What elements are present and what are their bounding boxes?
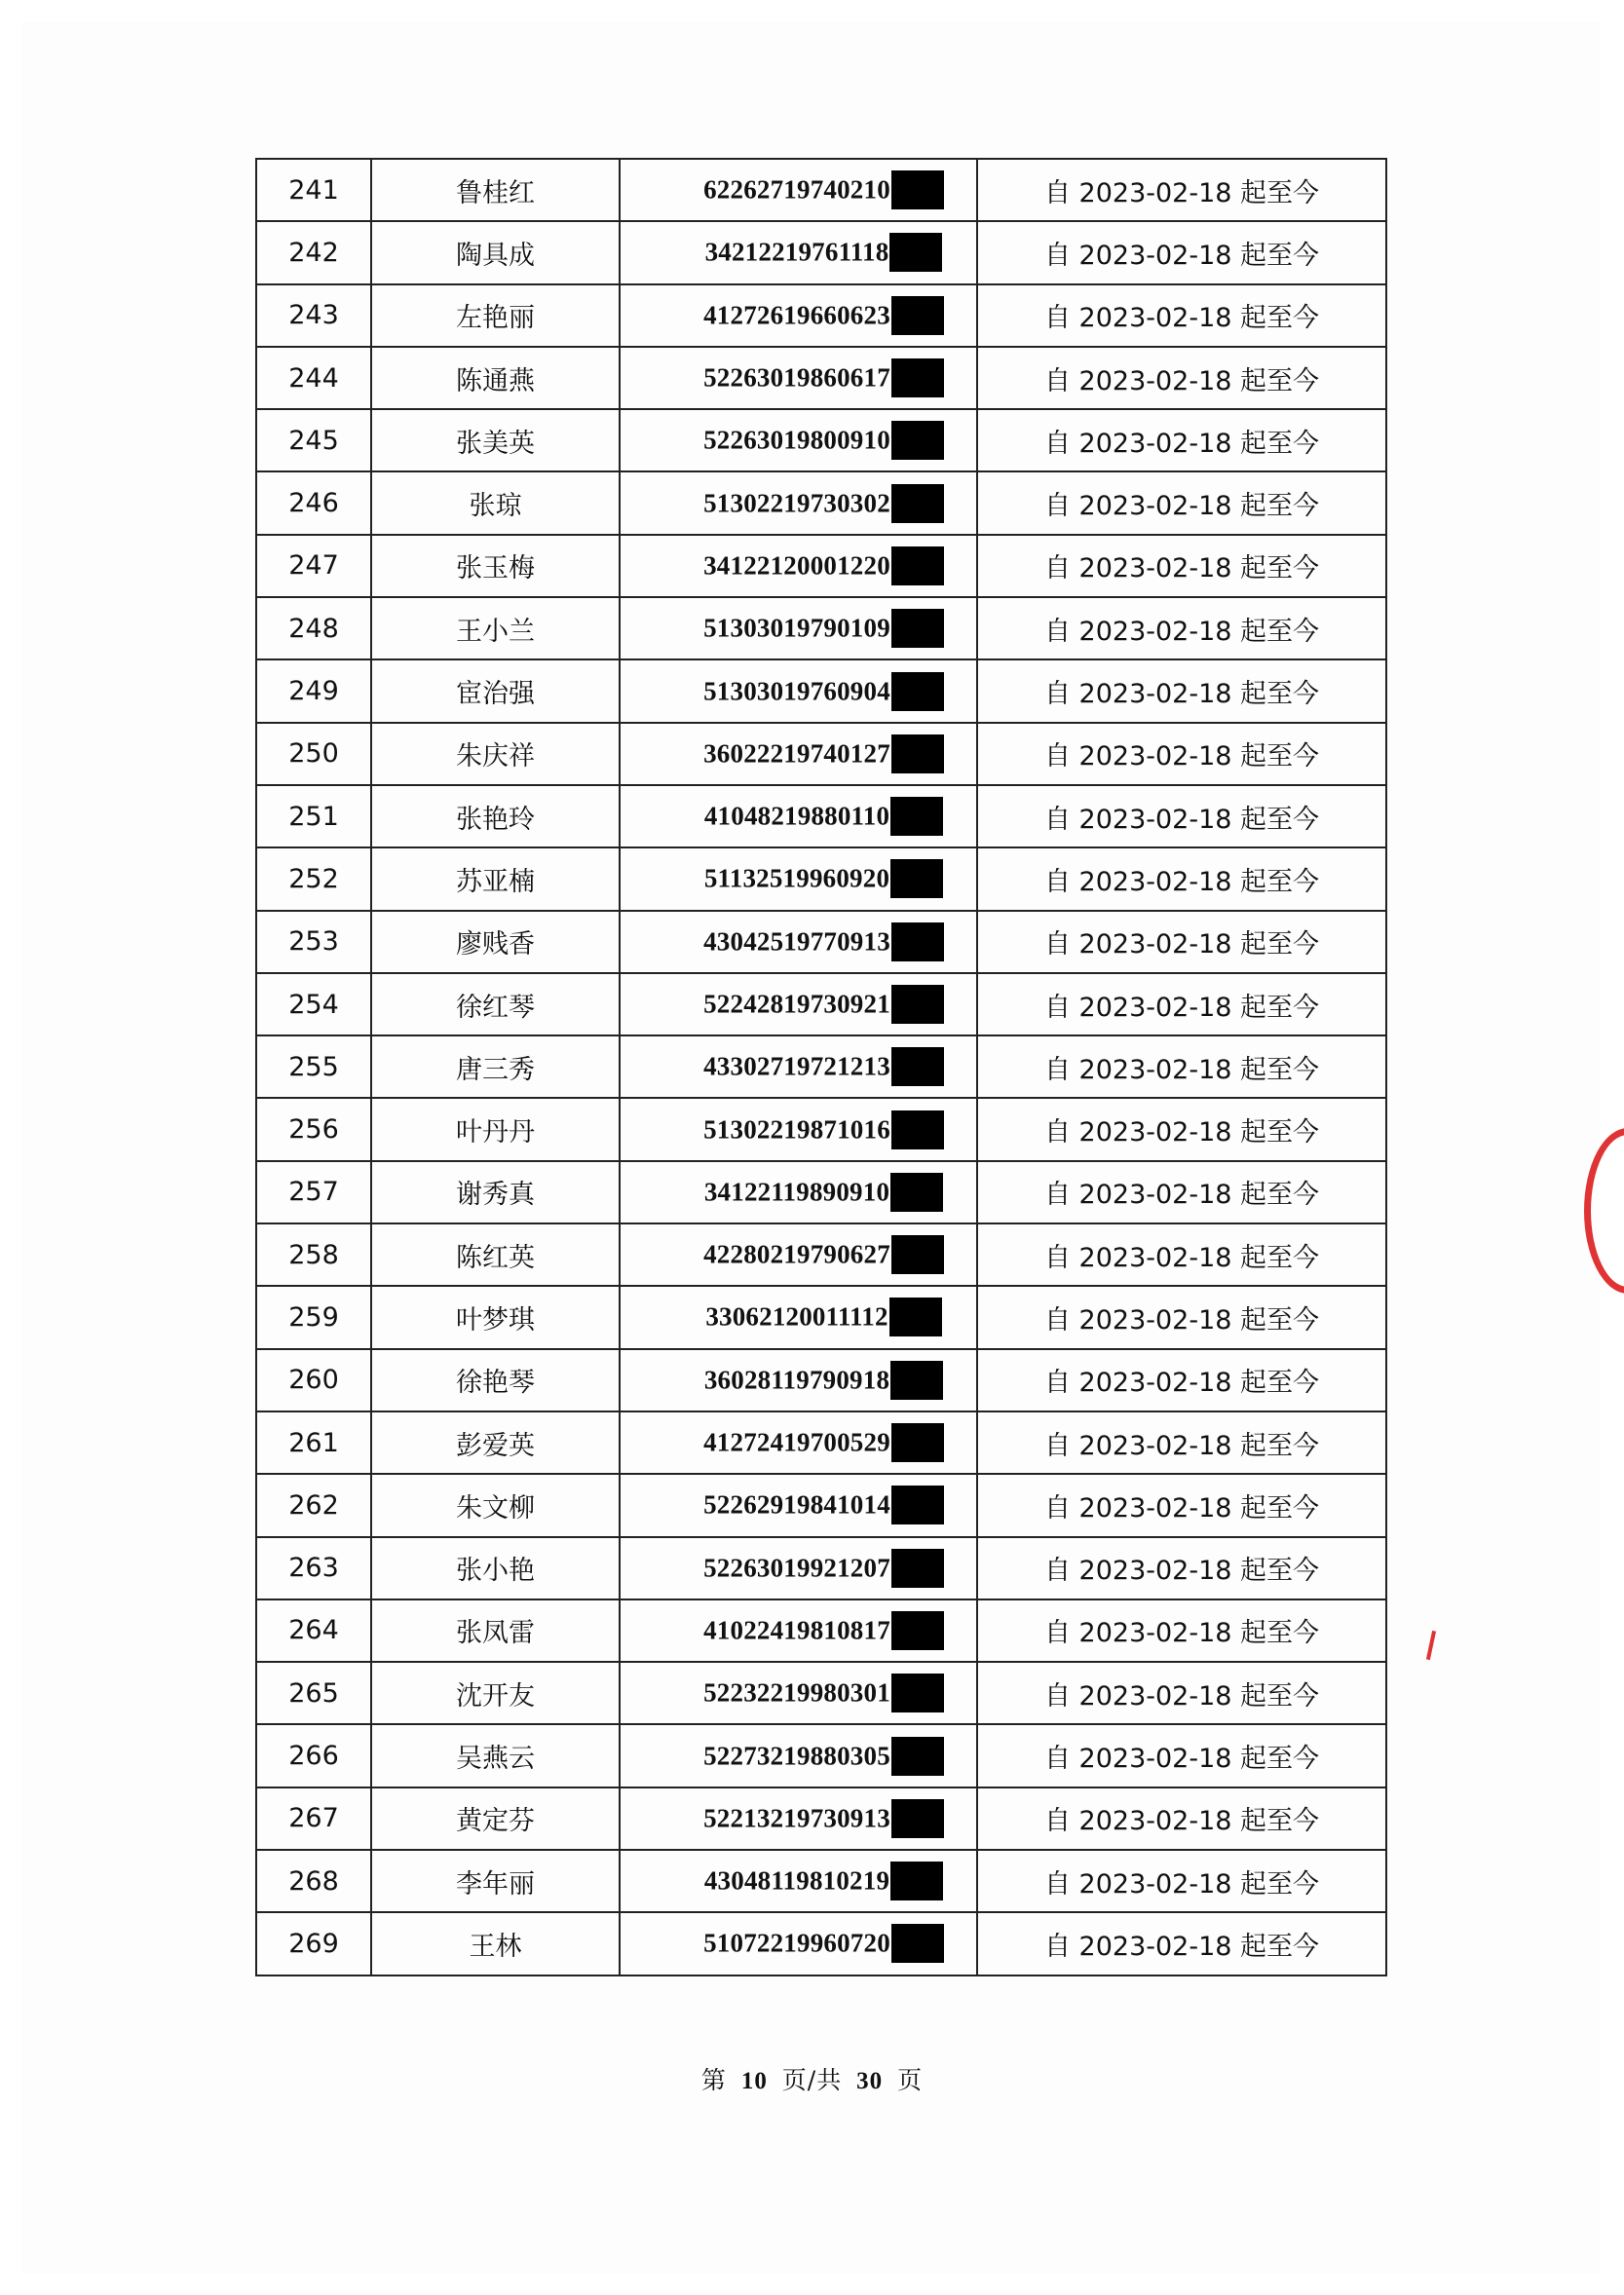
redaction-block — [891, 1737, 944, 1776]
person-name: 张美英 — [371, 409, 620, 471]
id-number-cell — [620, 1349, 977, 1411]
row-number: 252 — [256, 847, 371, 910]
enrollment-period: 自 2023-02-18 起至今 — [977, 1161, 1386, 1223]
table-row — [256, 1223, 1386, 1286]
table-row — [256, 347, 1386, 409]
row-number: 250 — [256, 723, 371, 785]
id-number-visible: 41048219880110 — [703, 801, 890, 831]
redaction-block — [891, 1423, 944, 1462]
table-row — [256, 723, 1386, 785]
footer-middle: 页/共 — [781, 2066, 843, 2094]
person-name: 黄定芬 — [371, 1787, 620, 1850]
person-name: 朱文柳 — [371, 1474, 620, 1536]
id-number-cell — [620, 409, 977, 471]
row-number: 261 — [256, 1411, 371, 1474]
enrollment-period: 自 2023-02-18 起至今 — [977, 911, 1386, 973]
enrollment-period: 自 2023-02-18 起至今 — [977, 535, 1386, 597]
redaction-block — [891, 1110, 944, 1149]
enrollment-period: 自 2023-02-18 起至今 — [977, 1912, 1386, 1975]
id-number-cell — [620, 1286, 977, 1348]
id-number-visible: 33062120011112 — [705, 1301, 888, 1332]
id-number-cell — [620, 284, 977, 347]
enrollment-period: 自 2023-02-18 起至今 — [977, 1599, 1386, 1662]
person-name: 朱庆祥 — [371, 723, 620, 785]
row-number: 254 — [256, 973, 371, 1035]
table-row — [256, 1161, 1386, 1223]
redaction-block — [891, 296, 944, 335]
enrollment-period: 自 2023-02-18 起至今 — [977, 1349, 1386, 1411]
id-number-visible: 52273219880305 — [703, 1741, 890, 1771]
redaction-block — [891, 484, 944, 523]
table-row — [256, 1035, 1386, 1098]
person-name: 陶具成 — [371, 221, 620, 283]
redaction-block — [891, 1047, 944, 1086]
row-number: 241 — [256, 159, 371, 221]
table-row — [256, 1912, 1386, 1975]
enrollment-period: 自 2023-02-18 起至今 — [977, 659, 1386, 722]
table-row — [256, 911, 1386, 973]
enrollment-period: 自 2023-02-18 起至今 — [977, 1035, 1386, 1098]
redaction-block — [891, 1486, 944, 1524]
person-name: 宦治强 — [371, 659, 620, 722]
id-number-cell — [620, 1537, 977, 1599]
id-number-visible: 43048119810219 — [703, 1865, 890, 1896]
redaction-block — [891, 922, 944, 961]
table-row — [256, 1787, 1386, 1850]
id-number-cell — [620, 723, 977, 785]
id-number-cell — [620, 535, 977, 597]
id-number-visible: 51302219871016 — [703, 1114, 890, 1145]
person-name: 谢秀真 — [371, 1161, 620, 1223]
table-row — [256, 1474, 1386, 1536]
enrollment-period: 自 2023-02-18 起至今 — [977, 1286, 1386, 1348]
table-row — [256, 1098, 1386, 1160]
table-row — [256, 1850, 1386, 1912]
id-number-visible: 42280219790627 — [703, 1239, 890, 1269]
redaction-block — [891, 672, 944, 711]
id-number-visible: 52213219730913 — [703, 1803, 890, 1833]
id-number-cell — [620, 221, 977, 283]
roster-table-body — [256, 159, 1386, 1975]
redaction-block — [891, 734, 944, 773]
row-number: 259 — [256, 1286, 371, 1348]
id-number-visible: 34212219761118 — [704, 237, 889, 267]
row-number: 260 — [256, 1349, 371, 1411]
id-number-cell — [620, 1850, 977, 1912]
person-name: 鲁桂红 — [371, 159, 620, 221]
roster-table — [255, 158, 1387, 1976]
row-number: 243 — [256, 284, 371, 347]
id-number-cell — [620, 1411, 977, 1474]
id-number-visible: 51132519960920 — [703, 863, 890, 893]
table-row — [256, 471, 1386, 534]
table-row — [256, 973, 1386, 1035]
person-name: 叶丹丹 — [371, 1098, 620, 1160]
enrollment-period: 自 2023-02-18 起至今 — [977, 284, 1386, 347]
row-number: 248 — [256, 597, 371, 659]
footer-total-pages: 30 — [856, 2068, 884, 2094]
table-row — [256, 785, 1386, 847]
id-number-visible: 43302719721213 — [703, 1051, 890, 1081]
id-number-visible: 34122120001220 — [703, 550, 890, 581]
table-row — [256, 1537, 1386, 1599]
row-number: 266 — [256, 1724, 371, 1787]
person-name: 彭爱英 — [371, 1411, 620, 1474]
row-number: 258 — [256, 1223, 371, 1286]
person-name: 张凤雷 — [371, 1599, 620, 1662]
id-number-visible: 52232219980301 — [703, 1677, 890, 1708]
id-number-cell — [620, 1474, 977, 1536]
id-number-cell — [620, 1599, 977, 1662]
enrollment-period: 自 2023-02-18 起至今 — [977, 1850, 1386, 1912]
table-row — [256, 1599, 1386, 1662]
table-row — [256, 1349, 1386, 1411]
enrollment-period: 自 2023-02-18 起至今 — [977, 1098, 1386, 1160]
person-name: 廖贱香 — [371, 911, 620, 973]
enrollment-period: 自 2023-02-18 起至今 — [977, 409, 1386, 471]
id-number-visible: 43042519770913 — [703, 926, 890, 957]
redaction-block — [889, 1298, 942, 1336]
id-number-visible: 51072219960720 — [703, 1928, 890, 1958]
footer-page-number: 10 — [740, 2068, 768, 2094]
row-number: 249 — [256, 659, 371, 722]
person-name: 徐红琴 — [371, 973, 620, 1035]
id-number-visible: 51303019790109 — [703, 613, 890, 643]
table-row — [256, 1724, 1386, 1787]
person-name: 王小兰 — [371, 597, 620, 659]
id-number-visible: 52242819730921 — [703, 989, 890, 1019]
row-number: 257 — [256, 1161, 371, 1223]
id-number-visible: 41272619660623 — [703, 300, 890, 330]
id-number-visible: 62262719740210 — [703, 174, 890, 205]
id-number-cell — [620, 973, 977, 1035]
enrollment-period: 自 2023-02-18 起至今 — [977, 221, 1386, 283]
enrollment-period: 自 2023-02-18 起至今 — [977, 847, 1386, 910]
redaction-block — [890, 1862, 943, 1900]
person-name: 陈通燕 — [371, 347, 620, 409]
redaction-block — [891, 1549, 944, 1588]
person-name: 李年丽 — [371, 1850, 620, 1912]
id-number-visible: 41022419810817 — [703, 1615, 890, 1645]
table-row — [256, 1411, 1386, 1474]
person-name: 张艳玲 — [371, 785, 620, 847]
row-number: 267 — [256, 1787, 371, 1850]
enrollment-period: 自 2023-02-18 起至今 — [977, 1537, 1386, 1599]
row-number: 265 — [256, 1662, 371, 1724]
id-number-visible: 51303019760904 — [703, 676, 890, 706]
person-name: 左艳丽 — [371, 284, 620, 347]
row-number: 262 — [256, 1474, 371, 1536]
row-number: 242 — [256, 221, 371, 283]
person-name: 叶梦琪 — [371, 1286, 620, 1348]
row-number: 263 — [256, 1537, 371, 1599]
row-number: 244 — [256, 347, 371, 409]
person-name: 吴燕云 — [371, 1724, 620, 1787]
redaction-block — [891, 170, 944, 209]
id-number-visible: 52263019921207 — [703, 1553, 890, 1583]
person-name: 徐艳琴 — [371, 1349, 620, 1411]
row-number: 268 — [256, 1850, 371, 1912]
id-number-visible: 52263019860617 — [703, 362, 890, 393]
id-number-cell — [620, 1662, 977, 1724]
enrollment-period: 自 2023-02-18 起至今 — [977, 973, 1386, 1035]
person-name: 王林 — [371, 1912, 620, 1975]
person-name: 张琼 — [371, 471, 620, 534]
row-number: 245 — [256, 409, 371, 471]
id-number-visible: 36028119790918 — [703, 1365, 890, 1395]
id-number-visible: 36022219740127 — [703, 738, 890, 769]
id-number-cell — [620, 659, 977, 722]
enrollment-period: 自 2023-02-18 起至今 — [977, 1662, 1386, 1724]
enrollment-period: 自 2023-02-18 起至今 — [977, 1474, 1386, 1536]
row-number: 246 — [256, 471, 371, 534]
row-number: 255 — [256, 1035, 371, 1098]
row-number: 251 — [256, 785, 371, 847]
redaction-block — [891, 358, 944, 397]
id-number-cell — [620, 1912, 977, 1975]
table-row — [256, 1662, 1386, 1724]
enrollment-period: 自 2023-02-18 起至今 — [977, 597, 1386, 659]
redaction-block — [890, 1173, 943, 1212]
page-footer — [0, 2061, 1624, 2096]
row-number: 264 — [256, 1599, 371, 1662]
id-number-cell — [620, 1223, 977, 1286]
person-name: 张小艳 — [371, 1537, 620, 1599]
enrollment-period: 自 2023-02-18 起至今 — [977, 159, 1386, 221]
id-number-cell — [620, 1161, 977, 1223]
table-row — [256, 659, 1386, 722]
row-number: 253 — [256, 911, 371, 973]
enrollment-period: 自 2023-02-18 起至今 — [977, 1724, 1386, 1787]
id-number-visible: 41272419700529 — [703, 1427, 890, 1457]
id-number-cell — [620, 785, 977, 847]
table-row — [256, 847, 1386, 910]
person-name: 沈开友 — [371, 1662, 620, 1724]
redaction-block — [891, 985, 944, 1024]
enrollment-period: 自 2023-02-18 起至今 — [977, 1223, 1386, 1286]
id-number-cell — [620, 1724, 977, 1787]
enrollment-period: 自 2023-02-18 起至今 — [977, 785, 1386, 847]
id-number-cell — [620, 1098, 977, 1160]
redaction-block — [891, 1611, 944, 1650]
person-name: 张玉梅 — [371, 535, 620, 597]
redaction-block — [890, 1361, 943, 1400]
redaction-block — [890, 797, 943, 836]
id-number-cell — [620, 847, 977, 910]
id-number-visible: 52263019800910 — [703, 425, 890, 455]
enrollment-period: 自 2023-02-18 起至今 — [977, 471, 1386, 534]
enrollment-period: 自 2023-02-18 起至今 — [977, 1411, 1386, 1474]
redaction-block — [891, 1924, 944, 1963]
enrollment-period: 自 2023-02-18 起至今 — [977, 347, 1386, 409]
table-row — [256, 1286, 1386, 1348]
person-name: 苏亚楠 — [371, 847, 620, 910]
id-number-visible: 52262919841014 — [703, 1489, 890, 1520]
redaction-block — [891, 1674, 944, 1712]
id-number-cell — [620, 347, 977, 409]
id-number-cell — [620, 471, 977, 534]
table-row — [256, 159, 1386, 221]
id-number-cell — [620, 159, 977, 221]
redaction-block — [890, 859, 943, 898]
footer-suffix: 页 — [897, 2066, 924, 2094]
row-number: 269 — [256, 1912, 371, 1975]
table-row — [256, 284, 1386, 347]
id-number-visible: 51302219730302 — [703, 488, 890, 518]
enrollment-period: 自 2023-02-18 起至今 — [977, 723, 1386, 785]
id-number-cell — [620, 1035, 977, 1098]
row-number: 256 — [256, 1098, 371, 1160]
redaction-block — [891, 1235, 944, 1274]
table-row — [256, 409, 1386, 471]
id-number-cell — [620, 911, 977, 973]
footer-prefix: 第 — [700, 2066, 727, 2094]
person-name: 陈红英 — [371, 1223, 620, 1286]
table-row — [256, 535, 1386, 597]
redaction-block — [891, 421, 944, 460]
id-number-visible: 34122119890910 — [703, 1177, 890, 1207]
redaction-block — [889, 233, 942, 272]
table-row — [256, 221, 1386, 283]
redaction-block — [891, 1799, 944, 1838]
id-number-cell — [620, 1787, 977, 1850]
row-number: 247 — [256, 535, 371, 597]
enrollment-period: 自 2023-02-18 起至今 — [977, 1787, 1386, 1850]
table-row — [256, 597, 1386, 659]
redaction-block — [891, 546, 944, 585]
redaction-block — [891, 609, 944, 648]
id-number-cell — [620, 597, 977, 659]
person-name: 唐三秀 — [371, 1035, 620, 1098]
